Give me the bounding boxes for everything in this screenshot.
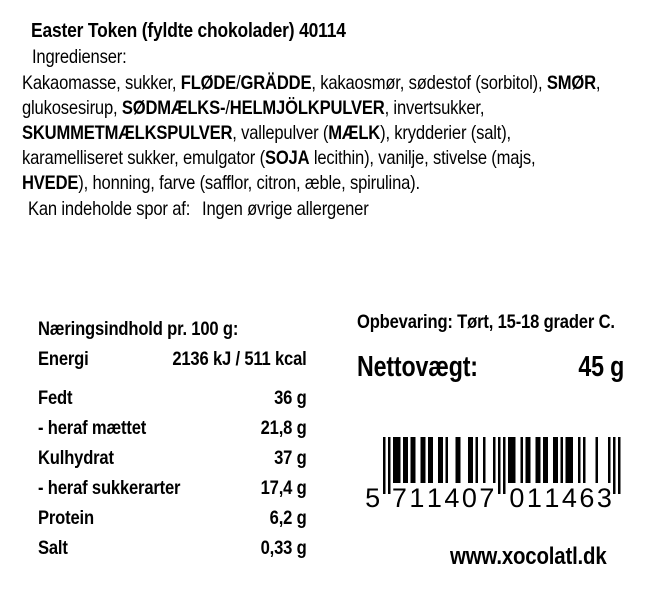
website-url: www.xocolatl.dk — [450, 543, 607, 570]
allergen-text: SØDMÆLKS- — [121, 97, 226, 119]
allergen-text: GRÄDDE — [240, 72, 312, 94]
allergen-text: HVEDE — [22, 172, 79, 194]
nutrient-name: Protein — [38, 507, 94, 529]
svg-text:5: 5 — [365, 483, 380, 511]
ingredients-line — [22, 71, 655, 96]
ingredient-text: / — [225, 97, 230, 119]
nutrient-value: 37 g — [274, 447, 307, 469]
traces-label: Kan indeholde spor af: — [28, 198, 191, 220]
ingredient-text: , invertsukker, — [384, 97, 485, 119]
nutrient-value: 21,8 g — [260, 417, 307, 439]
net-weight-value: 45 g — [578, 351, 625, 383]
nutrient-name: Salt — [38, 537, 68, 559]
ean13-barcode — [361, 437, 624, 511]
nutrient-name: Fedt — [38, 387, 73, 409]
product-title: Easter Token (fyldte chokolader) 40114 — [31, 19, 346, 42]
allergen-text: SOJA — [264, 147, 310, 169]
nutrient-value: 0,33 g — [260, 537, 307, 559]
nutrient-name: Kulhydrat — [38, 447, 114, 469]
nutrition-heading: Næringsindhold pr. 100 g: — [38, 318, 239, 340]
nutrition-row — [38, 348, 307, 378]
nutrition-row — [38, 447, 307, 477]
allergen-text: FLØDE — [180, 72, 237, 94]
svg-text:0: 0 — [509, 483, 525, 511]
svg-text:1: 1 — [544, 483, 560, 511]
svg-text:4: 4 — [444, 483, 460, 511]
nutrition-table — [38, 318, 307, 567]
ingredients-line — [22, 96, 655, 121]
nutrient-value: 6,2 g — [269, 507, 307, 529]
traces-line — [28, 197, 369, 222]
svg-text:1: 1 — [526, 483, 542, 511]
svg-text:6: 6 — [579, 483, 595, 511]
nutrient-name: Energi — [38, 348, 89, 370]
ingredient-text: , kakaosmør, sødestof (sorbitol), — [311, 72, 547, 94]
ingredients-text — [22, 71, 655, 196]
nutrition-row — [38, 477, 307, 507]
nutrition-row — [38, 417, 307, 447]
ingredient-text: , vallepulver ( — [232, 122, 329, 144]
ingredient-text: glukosesirup, — [22, 97, 122, 119]
ingredients-line — [22, 146, 655, 171]
ingredient-text: Kakaomasse, sukker, — [22, 72, 181, 94]
ingredient-text: / — [236, 72, 241, 94]
ingredient-text: , — [595, 72, 601, 94]
ingredients-line — [22, 121, 655, 146]
svg-text:7: 7 — [479, 483, 495, 511]
svg-text:4: 4 — [561, 483, 577, 511]
svg-text:1: 1 — [426, 483, 442, 511]
allergen-text: SKUMMETMÆLKSPULVER — [22, 122, 233, 144]
nutrient-name: - heraf mættet — [38, 417, 147, 439]
svg-text:0: 0 — [461, 483, 477, 511]
allergen-text: HELMJÖLKPULVER — [229, 97, 385, 119]
nutrient-name: - heraf sukkerarter — [38, 477, 181, 499]
traces-value: Ingen øvrige allergener — [202, 198, 369, 220]
nutrition-row — [38, 537, 307, 567]
net-weight-label: Nettovægt: — [357, 351, 478, 383]
svg-text:7: 7 — [391, 483, 407, 511]
ingredients-line — [22, 171, 655, 196]
nutrient-value: 17,4 g — [260, 477, 307, 499]
ingredient-text: karamelliseret sukker, emulgator ( — [22, 147, 265, 169]
net-weight-line — [357, 351, 624, 384]
allergen-text: SMØR — [546, 72, 596, 94]
storage-info: Opbevaring: Tørt, 15-18 grader C. — [357, 311, 615, 333]
ingredient-text: lecithin), vanilje, stivelse (majs, — [309, 147, 536, 169]
nutrition-row — [38, 507, 307, 537]
nutrition-rows — [38, 348, 307, 567]
nutrient-value: 2136 kJ / 511 kcal — [172, 348, 307, 370]
nutrient-value: 36 g — [274, 387, 307, 409]
ingredient-text: ), krydderier (salt), — [380, 122, 511, 144]
allergen-text: MÆLK — [328, 122, 381, 144]
svg-text:1: 1 — [409, 483, 425, 511]
nutrition-row — [38, 387, 307, 417]
svg-text:3: 3 — [596, 483, 612, 511]
ingredients-heading: Ingredienser: — [32, 46, 127, 68]
ingredient-text: ), honning, farve (safflor, citron, æble, spirulina). — [78, 172, 420, 194]
